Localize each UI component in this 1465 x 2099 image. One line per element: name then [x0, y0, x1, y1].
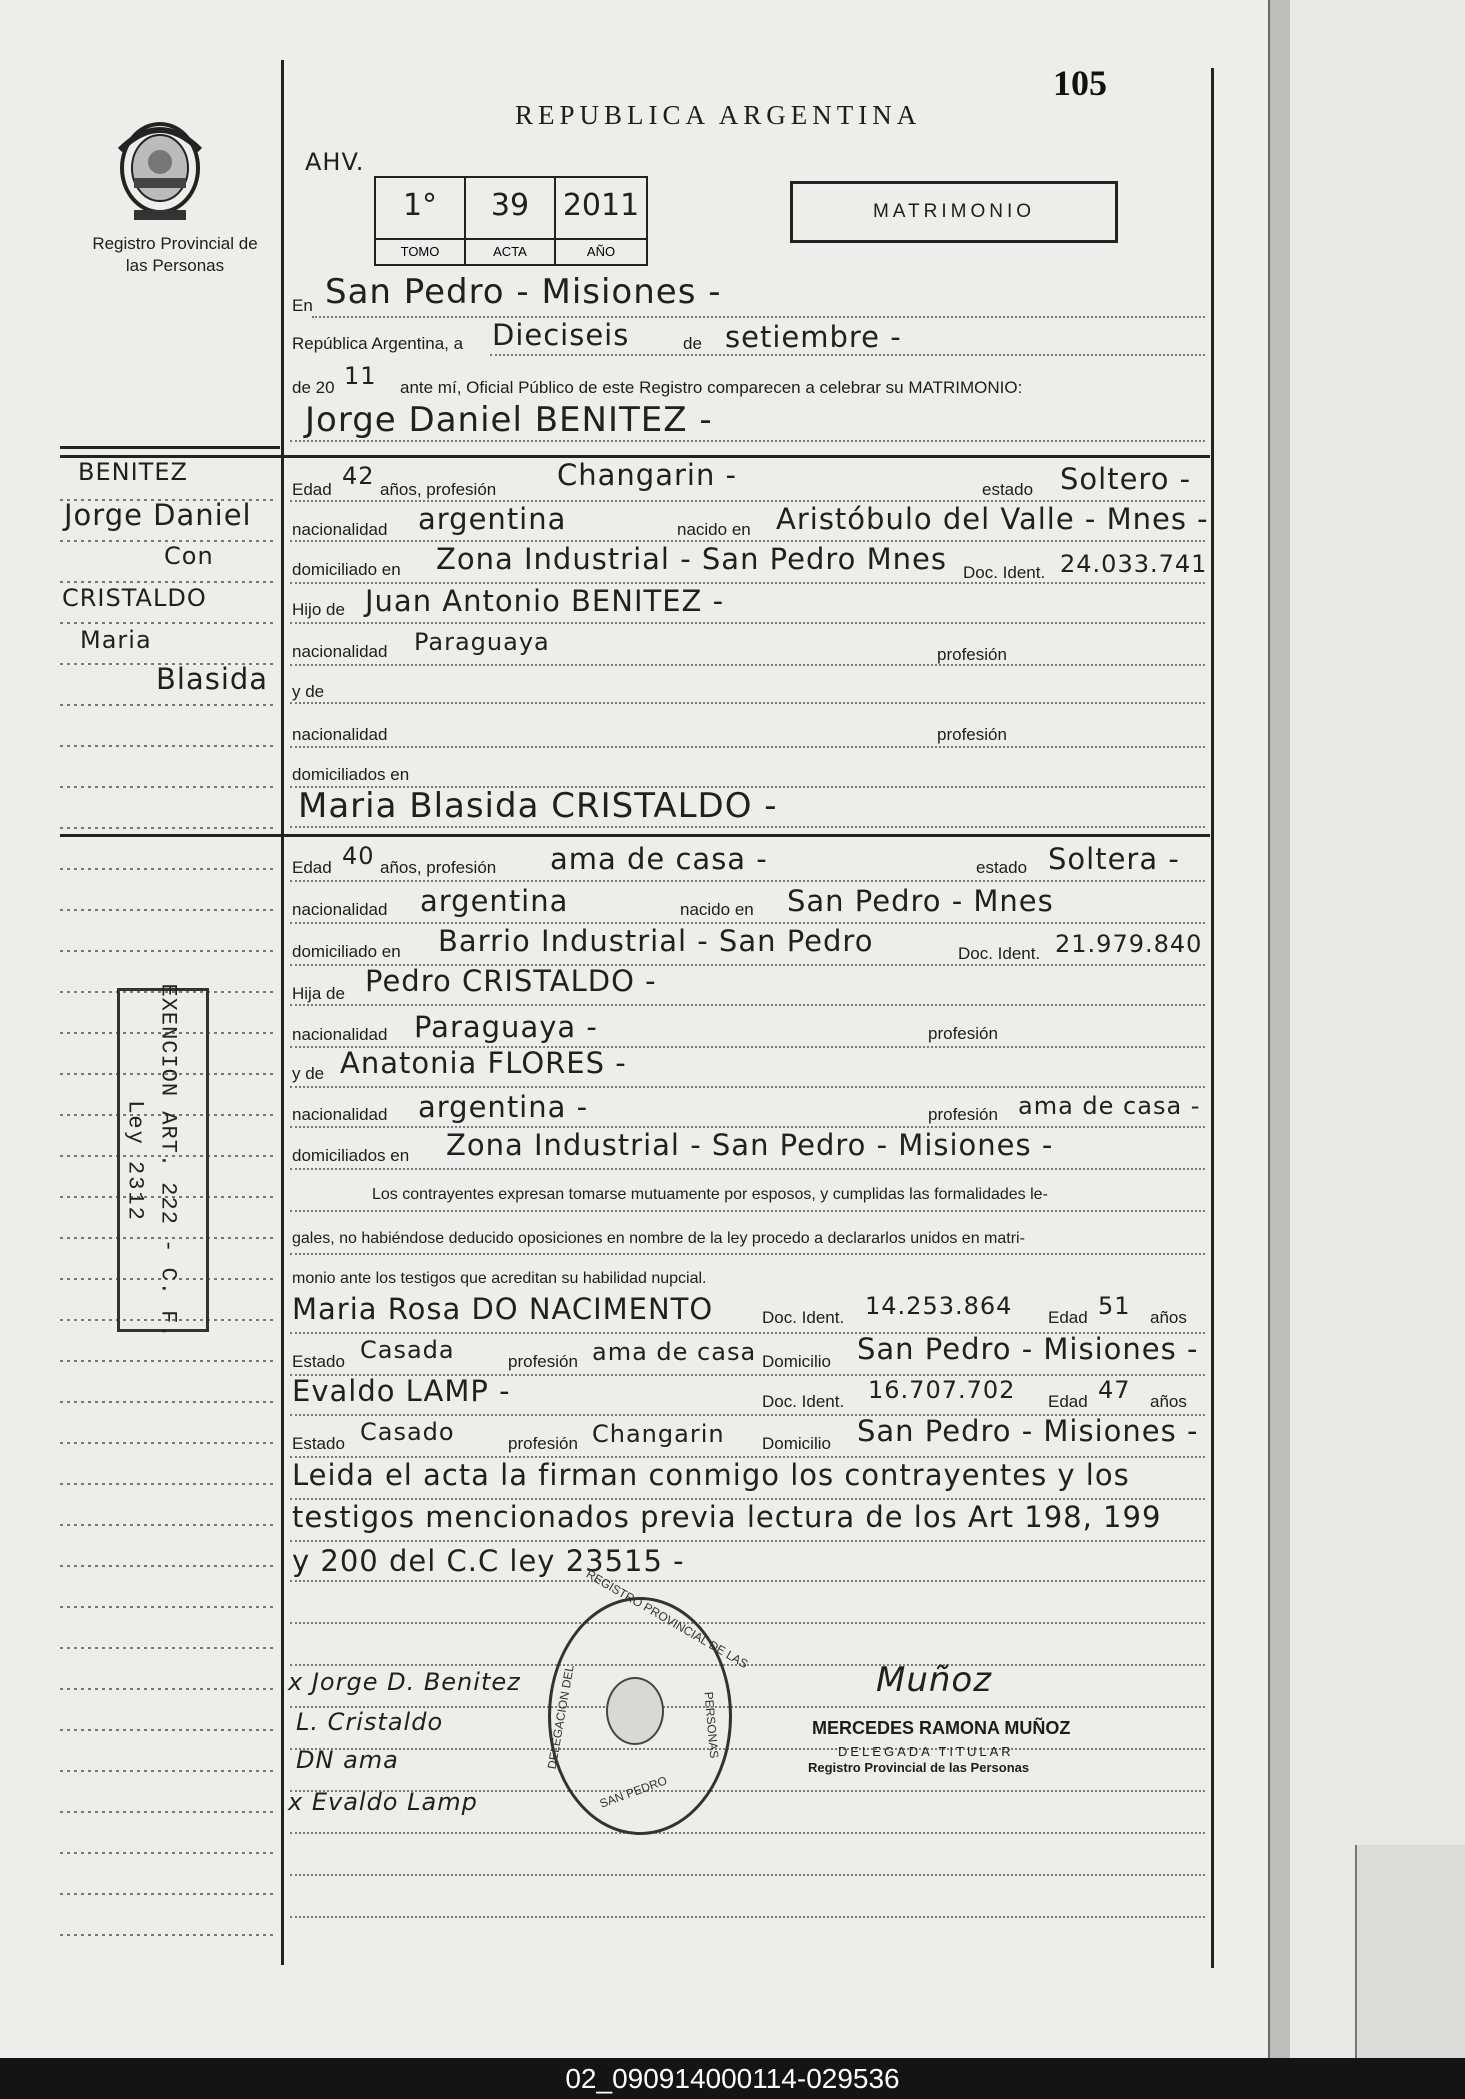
- acta-value: 39: [490, 188, 530, 223]
- statement-line-3: monio ante los testigos que acreditan su habilidad nupcial.: [292, 1270, 707, 1287]
- witness1-age: 51: [1098, 1292, 1131, 1320]
- bride-father-nat-label: nacionalidad: [292, 1025, 388, 1044]
- rule: [290, 826, 1205, 828]
- bride-nacido-label: nacido en: [680, 900, 754, 919]
- rule: [290, 1916, 1205, 1918]
- year-prefix: de 20: [292, 378, 335, 397]
- margin-note-line-1: BENITEZ: [78, 458, 188, 486]
- bride-yde-label: y de: [292, 1064, 325, 1083]
- margin-divider-top: [60, 446, 280, 449]
- rule: [290, 622, 1205, 624]
- witness2-status: Casado: [360, 1418, 455, 1446]
- witness2-doc: 16.707.702: [868, 1376, 1016, 1404]
- groom-edad-label: Edad: [292, 480, 332, 499]
- bride-mother-prof-label: profesión: [928, 1105, 998, 1124]
- republic-label: República Argentina, a: [292, 334, 464, 353]
- bride-doc: 21.979.840: [1055, 930, 1203, 958]
- ano-label: AÑO: [556, 238, 646, 266]
- groom-nationality: argentina: [418, 502, 567, 536]
- margin-note-line-6: Blasida: [156, 662, 269, 696]
- bride-nac-label: nacionalidad: [292, 900, 388, 919]
- official-title: DELEGADA TITULAR: [838, 1744, 1014, 1759]
- groom-dom-label: domiciliado en: [292, 560, 401, 579]
- groom-status: Soltero -: [1060, 462, 1192, 496]
- margin-note-line-2: Jorge Daniel: [64, 498, 252, 532]
- seal-text-top: REGISTRO PROVINCIAL DE LAS: [583, 1566, 751, 1672]
- witness2-name: Evaldo LAMP -: [292, 1374, 511, 1408]
- bride-dom-label: domiciliado en: [292, 942, 401, 961]
- groom-profesion-label: años, profesión: [380, 480, 497, 499]
- witness1-name: Maria Rosa DO NACIMENTO: [292, 1292, 714, 1326]
- rule: [490, 354, 1205, 356]
- official-name: MERCEDES RAMONA MUÑOZ: [812, 1718, 1071, 1738]
- groom-father-nat-label: nacionalidad: [292, 642, 388, 661]
- groom-father-prof-label: profesión: [937, 645, 1007, 664]
- witness1-signature: DN ama: [296, 1746, 399, 1774]
- margin-note-line-5: Maria: [80, 626, 152, 654]
- rule: [290, 1664, 1205, 1666]
- bride-mother-nationality: argentina -: [418, 1090, 589, 1124]
- groom-profession: Changarin -: [557, 458, 738, 492]
- closing-line-1: Leida el acta la firman conmigo los contrayentes y los: [292, 1458, 1130, 1492]
- rule: [290, 664, 1205, 666]
- rule: [290, 1004, 1205, 1006]
- seal-text-right: PERSONAS: [701, 1691, 722, 1759]
- right-border: [1211, 68, 1214, 1968]
- year-suffix: 11: [344, 362, 377, 390]
- witness1-prof-label: profesión: [508, 1352, 578, 1371]
- day-value: Dieciseis: [492, 318, 630, 352]
- seal-text-left: DELEGACION DEL: [544, 1663, 577, 1771]
- groom-doc-label: Doc. Ident.: [963, 563, 1046, 582]
- witness1-dom-label: Domicilio: [762, 1352, 831, 1371]
- place-value: San Pedro - Misiones -: [325, 272, 722, 312]
- bride-profession: ama de casa -: [550, 842, 768, 876]
- rule: [290, 1874, 1205, 1876]
- groom-signature: x Jorge D. Benitez: [288, 1668, 521, 1696]
- bride-doc-label: Doc. Ident.: [958, 944, 1041, 963]
- registration-box: [374, 176, 648, 266]
- witness1-doc: 14.253.864: [865, 1292, 1013, 1320]
- witness2-estado-label: Estado: [292, 1434, 345, 1453]
- bride-profesion-label: años, profesión: [380, 858, 497, 877]
- document-type-box: MATRIMONIO: [790, 181, 1118, 243]
- exemption-stamp-line-1: EXENCION ART. 222 - C. F.: [155, 983, 181, 1339]
- witness1-domicile: San Pedro - Misiones -: [857, 1332, 1199, 1366]
- rule: [290, 1748, 1205, 1750]
- official-signature: Muñoz: [876, 1660, 993, 1700]
- groom-father-nationality: Paraguaya: [414, 628, 550, 656]
- witness2-doc-label: Doc. Ident.: [762, 1392, 845, 1411]
- groom-domicile: Zona Industrial - San Pedro Mnes: [436, 542, 947, 576]
- bride-birthplace: San Pedro - Mnes: [787, 884, 1054, 918]
- rule: [312, 316, 1205, 318]
- next-page-edge: [1355, 1845, 1465, 2058]
- groom-nac-label: nacionalidad: [292, 520, 388, 539]
- tomo-cell: [376, 178, 466, 264]
- groom-birthplace: Aristóbulo del Valle - Mnes -: [776, 502, 1209, 536]
- groom-father: Juan Antonio BENITEZ -: [365, 584, 725, 618]
- declaration-text: ante mí, Oficial Público de este Registro comparecen a celebrar su MATRIMONIO:: [400, 378, 1023, 397]
- bride-hija-label: Hija de: [292, 984, 345, 1003]
- groom-mother-nat-label: nacionalidad: [292, 725, 388, 744]
- margin-divider: [281, 60, 284, 1965]
- bride-domicile: Barrio Industrial - San Pedro: [438, 924, 874, 958]
- rule: [290, 1210, 1205, 1212]
- ano-cell: [556, 178, 646, 264]
- groom-name: Jorge Daniel BENITEZ -: [305, 400, 713, 440]
- country-title: REPUBLICA ARGENTINA: [515, 100, 922, 130]
- tomo-label: TOMO: [376, 238, 464, 266]
- groom-yde-label: y de: [292, 682, 325, 701]
- rule: [290, 746, 1205, 748]
- coat-of-arms-icon: [110, 110, 210, 225]
- margin-note-line-3: Con: [164, 542, 214, 570]
- closing-line-3: y 200 del C.C ley 23515 -: [292, 1544, 685, 1578]
- rule: [290, 1168, 1205, 1170]
- ano-value: 2011: [562, 188, 640, 223]
- en-label: En: [292, 296, 313, 315]
- page-edge: [1268, 0, 1292, 2058]
- witness1-edad-label: Edad: [1048, 1308, 1088, 1327]
- groom-parents-dom-label: domiciliados en: [292, 765, 410, 784]
- witness2-anos-label: años: [1150, 1392, 1187, 1411]
- seal-emblem: [606, 1677, 664, 1745]
- witness2-age: 47: [1098, 1376, 1131, 1404]
- bride-estado-label: estado: [976, 858, 1028, 877]
- witness2-signature: x Evaldo Lamp: [288, 1788, 478, 1816]
- rule: [290, 880, 1205, 882]
- registry-name: Registro Provincial de las Personas: [92, 234, 258, 275]
- witness2-profession: Changarin: [592, 1420, 725, 1448]
- groom-age: 42: [342, 462, 375, 490]
- witness1-profession: ama de casa: [592, 1338, 757, 1366]
- statement-line-2: gales, no habiéndose deducido oposiciones en nombre de la ley procedo a declararlos unidos en matri-: [292, 1230, 1025, 1247]
- rule: [290, 702, 1205, 704]
- bride-signature: L. Cristaldo: [296, 1708, 444, 1736]
- groom-mother-prof-label: profesión: [937, 725, 1007, 744]
- image-id-bar: 02_090914000114-029536: [0, 2058, 1465, 2099]
- witness2-prof-label: profesión: [508, 1434, 578, 1453]
- page-number: 105: [1053, 63, 1107, 103]
- groom-doc: 24.033.741: [1060, 550, 1208, 578]
- rule: [290, 1580, 1205, 1582]
- acta-label: ACTA: [466, 238, 554, 266]
- bride-mother-profession: ama de casa -: [1018, 1092, 1201, 1120]
- rule: [290, 440, 1205, 442]
- bride-nationality: argentina: [420, 884, 569, 918]
- groom-nacido-label: nacido en: [677, 520, 751, 539]
- tomo-value: 1°: [402, 188, 438, 223]
- groom-estado-label: estado: [982, 480, 1034, 499]
- bride-name: Maria Blasida CRISTALDO -: [298, 786, 778, 826]
- bride-father-nationality: Paraguaya -: [414, 1010, 598, 1044]
- exemption-stamp: [117, 983, 209, 1339]
- de-label: de: [683, 334, 702, 353]
- statement-line-1: Los contrayentes expresan tomarse mutuamente por esposos, y cumplidas las formalidades le-: [372, 1186, 1048, 1203]
- witness2-domicile: San Pedro - Misiones -: [857, 1414, 1199, 1448]
- rule: [290, 1086, 1205, 1088]
- seal-text-bottom: SAN PEDRO: [597, 1773, 669, 1811]
- witness1-anos-label: años: [1150, 1308, 1187, 1327]
- bride-status: Soltera -: [1048, 842, 1180, 876]
- witness1-doc-label: Doc. Ident.: [762, 1308, 845, 1327]
- rule: [290, 1540, 1205, 1542]
- bride-parents-domicile: Zona Industrial - San Pedro - Misiones -: [446, 1128, 1054, 1162]
- bride-parents-dom-label: domiciliados en: [292, 1146, 410, 1165]
- witness1-estado-label: Estado: [292, 1352, 345, 1371]
- witness2-dom-label: Domicilio: [762, 1434, 831, 1453]
- official-org: Registro Provincial de las Personas: [808, 1760, 1030, 1775]
- closing-line-2: testigos mencionados previa lectura de los Art 198, 199: [292, 1500, 1162, 1534]
- exemption-stamp-line-2: Ley 2312: [122, 1100, 148, 1222]
- month-value: setiembre -: [725, 320, 902, 354]
- bride-edad-label: Edad: [292, 858, 332, 877]
- rule: [290, 1253, 1205, 1255]
- bride-mother-nat-label: nacionalidad: [292, 1105, 388, 1124]
- bride-father: Pedro CRISTALDO -: [365, 964, 657, 998]
- rule: [290, 1622, 1205, 1624]
- rule: [290, 1832, 1205, 1834]
- registrar-initials: AHV.: [305, 148, 365, 176]
- bride-age: 40: [342, 842, 375, 870]
- bride-mother: Anatonia FLORES -: [340, 1046, 627, 1080]
- acta-cell: [466, 178, 556, 264]
- margin-note-line-4: CRISTALDO: [62, 584, 207, 612]
- bride-father-prof-label: profesión: [928, 1024, 998, 1043]
- witness2-edad-label: Edad: [1048, 1392, 1088, 1411]
- right-margin: [1290, 0, 1465, 2058]
- witness1-status: Casada: [360, 1336, 455, 1364]
- groom-hijo-label: Hijo de: [292, 600, 345, 619]
